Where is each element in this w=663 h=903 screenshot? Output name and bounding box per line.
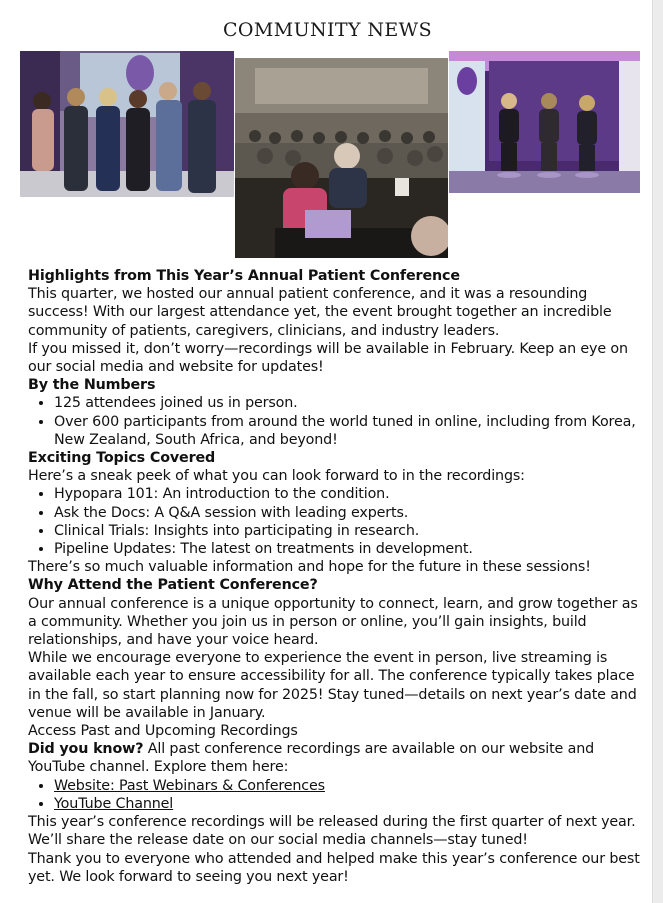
list-item [54, 795, 650, 813]
youtube-channel-link[interactable]: YouTube Channel [54, 795, 174, 812]
paragraph-valuable-info: There’s so much valuable information and hope for the future in these sessions! [28, 559, 591, 576]
paragraph-did-you-know [28, 740, 650, 776]
list-item: • Ask the Docs: A Q&A session with leading experts. [54, 504, 650, 522]
numbers-list [28, 394, 650, 449]
stage-panel-photo [449, 51, 640, 193]
list-item: • Pipeline Updates: The latest on treatments in development. [54, 540, 650, 558]
heading-topics-covered: Exciting Topics Covered [28, 450, 216, 467]
heading-by-the-numbers: By the Numbers [28, 377, 156, 394]
list-item: • Over 600 participants from around the world tuned in online, including from Korea, New Zealand, South Africa, and beyond! [54, 413, 650, 449]
section-title: COMMUNITY NEWS [222, 19, 433, 41]
article-body [28, 267, 650, 886]
topics-list [28, 485, 650, 558]
paragraph-unique-opportunity: Our annual conference is a unique opportunity to connect, learn, and grow together as a community. Whether you join us in person or online, you’ll gain insights, build relationships, and have your voice heard. [28, 595, 638, 649]
did-you-know-text: All past conference recordings are available on our website and YouTube channel. Explore them here: [28, 741, 595, 776]
group-photo [20, 51, 234, 197]
paragraph-recordings-notice: If you missed it, don’t worry—recordings will be available in February. Keep an eye on our social media and website for updates! [28, 340, 628, 376]
did-you-know-label: Did you know? [28, 741, 144, 758]
paragraph-release-date: This year’s conference recordings will be released during the first quarter of next year. We’ll share the release date on our social media channels—stay tuned! [28, 814, 636, 849]
paragraph-thank-you: Thank you to everyone who attended and helped make this year’s conference our best yet. We look forward to seeing you next year! [28, 850, 640, 885]
list-item: • Clinical Trials: Insights into participating in research. [54, 522, 650, 540]
page-scrollbar[interactable] [652, 0, 663, 903]
paragraph-access-recordings: Access Past and Upcoming Recordings [28, 723, 298, 740]
list-item: • 125 attendees joined us in person. [54, 394, 650, 412]
paragraph-live-streaming: While we encourage everyone to experience the event in person, live streaming is available each year to ensure accessibility for all. The conference typically takes place in the fall, so start planning now for 2025! Stay tuned—details on next year’s date and venue will be available in January. [28, 650, 637, 721]
audience-photo [235, 58, 448, 258]
recordings-links-list [28, 777, 650, 813]
heading-why-attend: Why Attend the Patient Conference? [28, 577, 318, 594]
list-item: • Hypopara 101: An introduction to the condition. [54, 485, 650, 503]
paragraph-sneak-peek: Here’s a sneak peek of what you can look forward to in the recordings: [28, 468, 525, 485]
list-item [54, 777, 650, 795]
paragraph-intro: This quarter, we hosted our annual patient conference, and it was a resounding success! With our largest attendance yet, the event brought together an incredible community of patients, caregivers, clinicians, and industry leaders. [28, 286, 612, 339]
website-webinars-link[interactable]: Website: Past Webinars & Conferences [54, 777, 325, 794]
heading-annual-conference: Highlights from This Year’s Annual Patient Conference [28, 268, 460, 284]
